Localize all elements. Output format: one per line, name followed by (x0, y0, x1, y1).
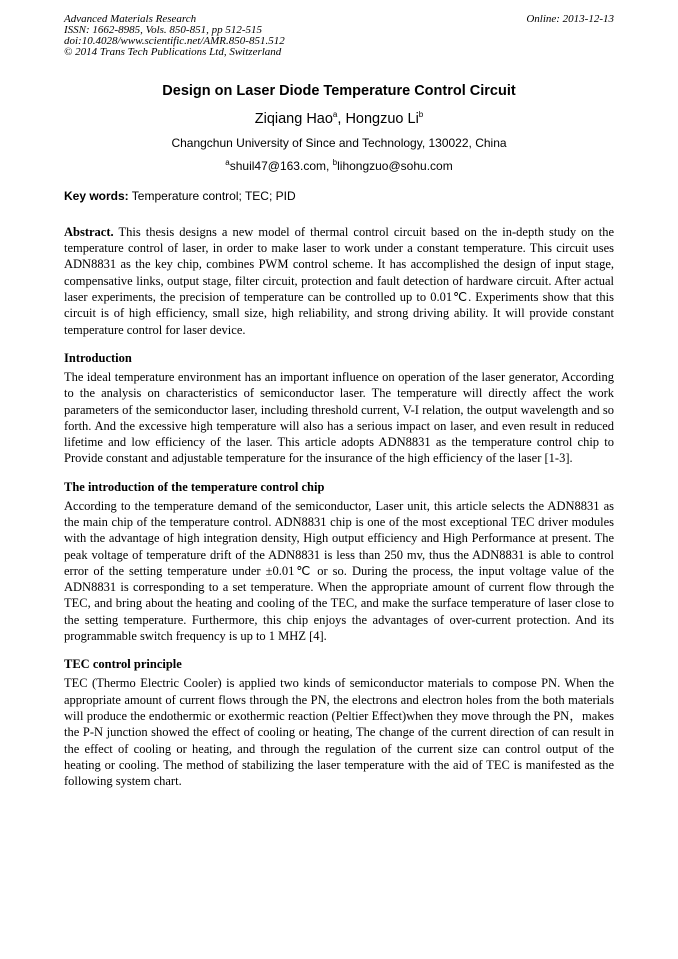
author-separator: , (337, 110, 346, 127)
author-name: Ziqiang Hao (254, 110, 333, 127)
doi-line: doi:10.4028/www.scientific.net/AMR.850-851.512 (64, 35, 285, 47)
email-superscript: b (332, 157, 338, 167)
online-date: Online: 2013-12-13 (526, 13, 614, 25)
copyright-line: © 2014 Trans Tech Publications Ltd, Switzerland (64, 46, 282, 58)
keywords-label: Key words: (64, 188, 129, 203)
publication-header (64, 14, 614, 58)
section-heading: The introduction of the temperature control chip (64, 479, 325, 494)
affiliation: Changchun University of Since and Technology, 130022, China (171, 135, 507, 150)
section-chip-introduction (64, 480, 614, 645)
abstract-text: This thesis designs a new model of thermal control circuit based on the in-depth study on the temperature control of laser, in order to make laser to work under a constant temperature. This circuit uses ADN8831 as the key chip, combines PWM control scheme. It has accomplished the design of input stage, compensative links, output stage, filter circuit, protection and fault detection of hardware circuit. After actual laser experiments, the precision of temperature can be controlled up to 0.01℃. Experiments show that this circuit is of high efficiency, small size, high reliability, and strong driving ability. It will provide constant temperature control for laser device. (64, 224, 614, 337)
issn-line: ISSN: 1662-8985, Vols. 850-851, pp 512-515 (64, 24, 262, 36)
abstract-label: Abstract. (64, 224, 114, 239)
author-line (64, 110, 614, 127)
journal-name: Advanced Materials Research (64, 13, 197, 25)
section-body: TEC (Thermo Electric Cooler) is applied two kinds of semiconductor materials to compose PN. When the appropriate amount of current flows through the PN, the electrons and electron holes from the both materials will produce the endothermic or exothermic reaction (Peltier Effect)when they move through the PN，makes the P-N junction showed the effect of cooling or heating, The change of the current direction of can result in the effect of cooling or heating, and through the regulation of the current size can control output of the heating or cooling. The method of stabilizing the laser temperature with the aid of TEC is manifested as the following system chart. (64, 676, 614, 789)
section-heading: TEC control principle (64, 657, 182, 672)
author-name: Hongzuo Li (345, 110, 419, 127)
abstract (64, 224, 614, 338)
section-heading: Introduction (64, 350, 132, 365)
paper-page (64, 14, 614, 789)
section-body: The ideal temperature environment has an important influence on operation of the laser generator, According to the analysis on characteristics of semiconductor laser. The temperature will directly affect the work parameters of the semiconductor laser, including threshold current, V-I relation, the output wavelength and so forth. And the excessive high temperature will also has a serious impact on laser, and even result in reduced lifetime and low efficiency of the laser. This article adopts ADN8831 as the temperature control chip to Provide constant and adjustable temperature for the insurance of the high efficiency of the laser [1-3]. (64, 369, 614, 466)
author-superscript: a (332, 110, 338, 119)
section-introduction (64, 351, 614, 467)
email-superscript: a (225, 157, 230, 167)
keywords-text: Temperature control; TEC; PID (128, 188, 296, 203)
paper-title: Design on Laser Diode Temperature Control Circuit (162, 83, 516, 99)
email-line (64, 158, 614, 173)
email-address: lihongzuo@sohu.com (337, 158, 453, 173)
section-tec-control-principle (64, 657, 614, 789)
section-body: According to the temperature demand of the semiconductor, Laser unit, this article selects the ADN8831 as the main chip of the temperature control. ADN8831 chip is one of the most exceptional TEC driver modules with the advantage of high integration density, High output efficiency and High Performance at present. The peak voltage of temperature drift of the ADN8831 is less than 250 mv, thus the ADN8831 is able to control error of the setting temperature under ±0.01℃ or so. During the process, the input voltage value of the ADN8831 is corresponding to a set temperature. When the appropriate amount of current flow through the TEC, and bring about the heating and cooling of the TEC, and make the surface temperature of laser close to the setting temperature. Furthermore, this chip enjoys the advantages of over-current protection. And its programmable switch frequency is up to 1 MHZ [4]. (64, 498, 614, 644)
keywords (64, 189, 614, 203)
author-superscript: b (418, 110, 424, 119)
email-address: shuil47@163.com, (229, 158, 333, 173)
